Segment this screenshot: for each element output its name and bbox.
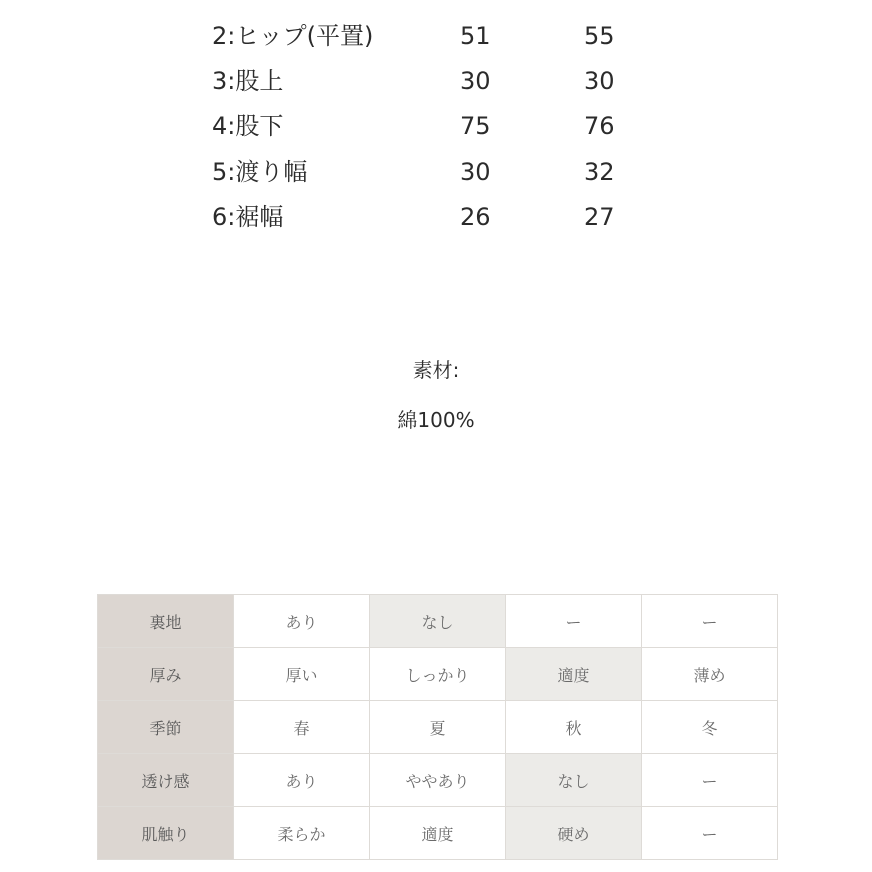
material-label: 素材: [412, 358, 460, 382]
attribute-row [98, 807, 778, 860]
size-value-2: 30 [584, 67, 615, 95]
attribute-option: 秋 [506, 701, 642, 754]
size-value-1: 75 [460, 112, 491, 140]
attribute-name: 裏地 [98, 595, 234, 648]
size-value-1: 30 [460, 67, 491, 95]
size-value-2: 27 [584, 203, 615, 231]
size-value-1: 30 [460, 158, 491, 186]
attribute-option: あり [234, 754, 370, 807]
attribute-option: ー [642, 595, 778, 648]
attribute-table [97, 594, 778, 860]
material-value: 綿100% [397, 408, 475, 432]
size-row-label: 2:ヒップ(平置) [212, 22, 374, 50]
attribute-option: ー [642, 754, 778, 807]
attribute-option: ややあり [370, 754, 506, 807]
attribute-name: 肌触り [98, 807, 234, 860]
size-row-thigh [212, 154, 632, 190]
attribute-option: 適度 [370, 807, 506, 860]
size-row-label: 5:渡り幅 [212, 158, 308, 186]
attribute-option: 冬 [642, 701, 778, 754]
attribute-row [98, 754, 778, 807]
attribute-option: 厚い [234, 648, 370, 701]
size-value-1: 51 [460, 22, 491, 50]
size-row-inseam [212, 108, 632, 144]
size-value-1: 26 [460, 203, 491, 231]
attribute-option: 硬め [506, 807, 642, 860]
attribute-name: 季節 [98, 701, 234, 754]
size-value-2: 32 [584, 158, 615, 186]
attribute-name: 透け感 [98, 754, 234, 807]
attribute-name: 厚み [98, 648, 234, 701]
attribute-option: ー [642, 807, 778, 860]
attribute-row [98, 701, 778, 754]
size-row-label: 4:股下 [212, 112, 284, 140]
attribute-option: 春 [234, 701, 370, 754]
attribute-option: 柔らか [234, 807, 370, 860]
size-row-hem [212, 199, 632, 235]
size-row-label: 6:裾幅 [212, 203, 284, 231]
attribute-row [98, 595, 778, 648]
size-value-2: 55 [584, 22, 615, 50]
attribute-option: なし [506, 754, 642, 807]
attribute-option: 適度 [506, 648, 642, 701]
size-row-hip [212, 18, 632, 54]
attribute-row [98, 648, 778, 701]
size-value-2: 76 [584, 112, 615, 140]
attribute-option: 夏 [370, 701, 506, 754]
attribute-option: しっかり [370, 648, 506, 701]
attribute-option: 薄め [642, 648, 778, 701]
size-row-label: 3:股上 [212, 67, 284, 95]
attribute-option: ー [506, 595, 642, 648]
size-row-rise [212, 63, 632, 99]
attribute-option: あり [234, 595, 370, 648]
attribute-option: なし [370, 595, 506, 648]
